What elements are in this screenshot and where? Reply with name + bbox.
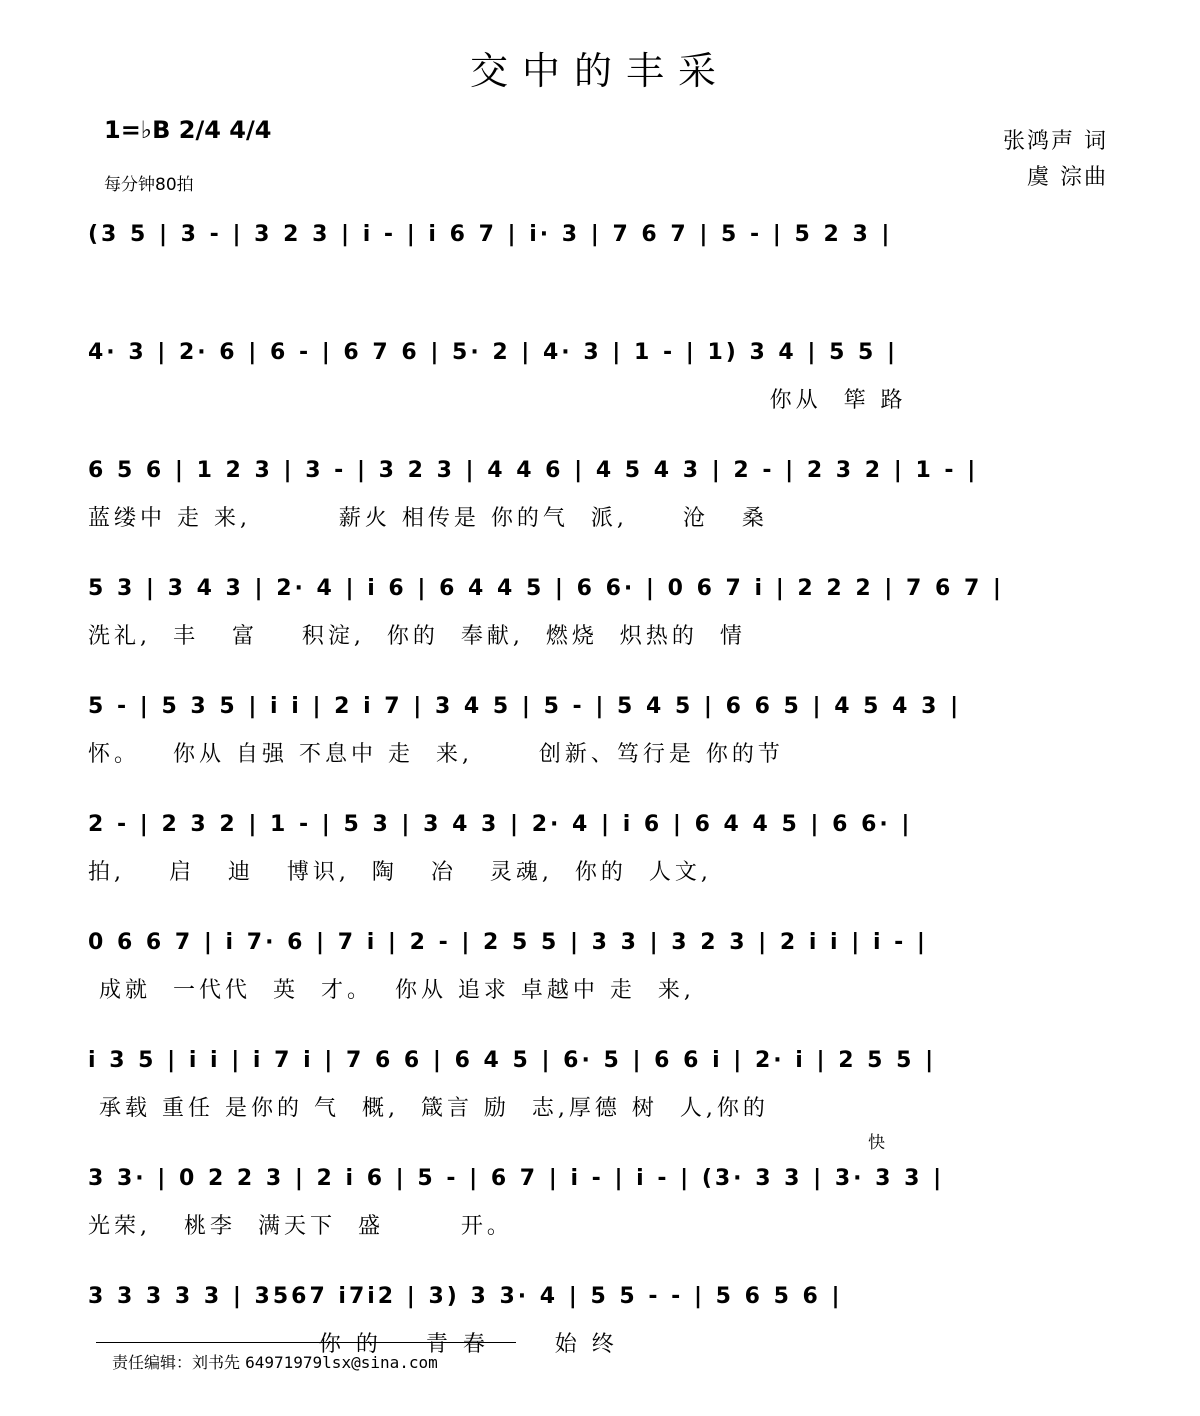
notation-line: 0 6 6 7 | i 7· 6 | 7 i | 2 - | 2 5 5 | 3 3 | 3 2 3 | 2 i i | i - |	[88, 930, 928, 955]
lyrics-line: 成就 一代代 英 才。 你从 追求 卓越中 走 来,	[88, 978, 695, 1003]
score-row	[88, 318, 1118, 436]
editor-email: 64971979lsx@sina.com	[245, 1353, 438, 1372]
score-row	[88, 908, 1118, 1026]
lyrics-line: 怀。 你从 自强 不息中 走 来, 创新、笃行是 你的节	[88, 742, 784, 767]
lyrics-line: 承载 重任 是你的 气 概, 箴言 励 志,厚德 树 人,你的	[88, 1096, 769, 1121]
notation-line: 4· 3 | 2· 6 | 6 - | 6 7 6 | 5· 2 | 4· 3 | 1 - | 1) 3 4 | 5 5 |	[88, 340, 899, 365]
notation-line: (3 5 | 3 - | 3 2 3 | i - | i 6 7 | i· 3 | 7 6 7 | 5 - | 5 2 3 |	[88, 222, 893, 247]
key-signature: 1=♭B 2/4 4/4	[104, 116, 272, 144]
score-row	[88, 200, 1118, 318]
tempo-change-marking: 快	[868, 1133, 885, 1153]
score-row	[88, 790, 1118, 908]
score-row	[88, 672, 1118, 790]
lyrics-line	[88, 266, 1114, 300]
lyricist-credit: 张鸿声 词	[1003, 129, 1108, 154]
score	[88, 200, 1118, 1380]
notation-line: 3 3 3 3 3 | 3567 i7i2 | 3) 3 3· 4 | 5 5 - - | 5 6 5 6 |	[88, 1284, 843, 1309]
lyrics-line: 光荣, 桃李 满天下 盛 开。	[88, 1214, 513, 1239]
score-row	[88, 436, 1118, 554]
lyrics-line: 蓝缕中 走 来, 薪火 相传是 你的气 派, 沧 桑	[88, 506, 768, 531]
song-title: 交中的丰采	[469, 49, 730, 93]
score-row	[88, 1026, 1118, 1144]
tempo-marking: 每分钟80拍	[104, 175, 194, 195]
lyrics-line: 你 的 青 春 始 终	[88, 1332, 618, 1357]
lyrics-line: 洗礼, 丰 富 积淀, 你的 奉献, 燃烧 炽热的 情	[88, 624, 746, 649]
notation-line: 6 5 6 | 1 2 3 | 3 - | 3 2 3 | 4 4 6 | 4 5 4 3 | 2 - | 2 3 2 | 1 - |	[88, 458, 979, 483]
score-row	[88, 554, 1118, 672]
notation-line: 3 3· | 0 2 2 3 | 2 i 6 | 5 - | 6 7 | i - | i - | (3· 3 3 | 3· 3 3 |	[88, 1166, 945, 1191]
notation-line: 2 - | 2 3 2 | 1 - | 5 3 | 3 4 3 | 2· 4 | i 6 | 6 4 4 5 | 6 6· |	[88, 812, 913, 837]
footer-divider	[96, 1342, 516, 1343]
composer-credit: 虞 淙曲	[1027, 165, 1108, 190]
lyrics-line: 拍, 启 迪 博识, 陶 冶 灵魂, 你的 人文,	[88, 860, 712, 885]
notation-line: 5 - | 5 3 5 | i i | 2 i 7 | 3 4 5 | 5 - | 5 4 5 | 6 6 5 | 4 5 4 3 |	[88, 694, 962, 719]
notation-line: i 3 5 | i i | i 7 i | 7 6 6 | 6 4 5 | 6· 5 | 6 6 i | 2· i | 2 5 5 |	[88, 1048, 937, 1073]
editor-credit	[112, 1350, 438, 1373]
lyrics-line: 你从 筚 路	[88, 388, 907, 413]
editor-label: 责任编辑：刘书先	[112, 1353, 241, 1372]
score-row	[88, 1133, 1118, 1262]
notation-line: 5 3 | 3 4 3 | 2· 4 | i 6 | 6 4 4 5 | 6 6· | 0 6 7 i | 2 2 2 | 7 6 7 |	[88, 576, 1004, 601]
